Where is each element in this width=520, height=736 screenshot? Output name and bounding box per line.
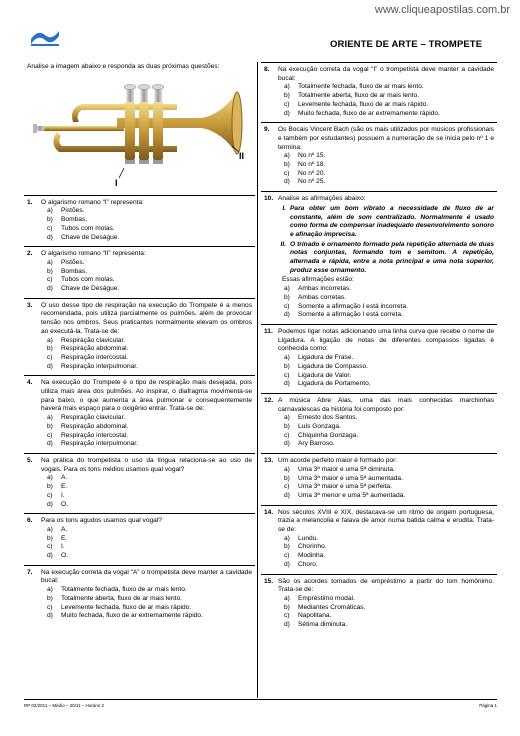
question-7 xyxy=(24,565,255,625)
question-number: 3. xyxy=(27,301,33,309)
question-5 xyxy=(24,453,255,513)
footer-divider xyxy=(24,699,497,700)
intro-block xyxy=(24,62,255,195)
option[interactable] xyxy=(284,535,494,544)
option-letter: c) xyxy=(47,224,53,232)
option[interactable] xyxy=(47,216,252,225)
question-text: Podemos ligar notas adicionando uma linha curva que recebe o nome de Ligadura. A ligação de notas de diferentes compassos ligadas é conhecida como: xyxy=(278,327,494,353)
option-letter: b) xyxy=(47,345,53,353)
publisher-logo xyxy=(30,27,60,47)
option[interactable] xyxy=(47,526,252,535)
option-text: Ambas incorretas. xyxy=(298,285,352,293)
option[interactable] xyxy=(47,543,252,552)
option-text: Respiração intercostal. xyxy=(61,353,129,361)
affirmation-text: O trinado é ornamento formado pela repetição alternada de duas notas conjuntas, formando tom e semitom. A repetição, alternada e rápida, entre a nota principal e uma nota superior, produz esse ornamento. xyxy=(290,240,494,274)
option-letter: c) xyxy=(47,431,53,439)
option-letter: d) xyxy=(284,311,290,319)
option[interactable] xyxy=(284,152,494,161)
option[interactable] xyxy=(284,543,494,552)
question-6 xyxy=(24,513,255,565)
option-letter: b) xyxy=(47,483,53,491)
site-url[interactable]: www.cliqueapostilas.com.br xyxy=(374,4,510,16)
option-letter: c) xyxy=(284,431,290,439)
option-letter: d) xyxy=(284,560,290,568)
option-letter: d) xyxy=(284,178,290,186)
option-text: Respiração intercostal. xyxy=(61,431,129,439)
footer-info: RP 02/2011 – Médio – 20/11 – Horário 2 xyxy=(24,703,105,708)
option[interactable] xyxy=(47,492,252,501)
option[interactable] xyxy=(284,604,494,613)
option-letter: d) xyxy=(284,491,290,499)
option-text: Pistões. xyxy=(61,258,85,266)
question-9 xyxy=(261,122,497,191)
affirmation-text: Para obter um bom vibrato a necessidade de fluxo de ar constante, além de som centralizado. Normalmente é usado como forma de compensar inadequado desenvolvimento sonoro e afinação imprecisa. xyxy=(290,204,494,238)
question-number: 6. xyxy=(27,517,33,525)
question-number: 13. xyxy=(264,457,274,465)
option-text: Bombas. xyxy=(61,267,88,275)
option[interactable] xyxy=(284,380,494,389)
option-text: Uma 3ª maior e uma 5ª diminuta. xyxy=(298,465,395,473)
option-text: Uma 3ª maior e uma 5ª aumentada. xyxy=(298,474,403,482)
option-letter: d) xyxy=(47,440,53,448)
option[interactable] xyxy=(47,268,252,277)
option-text: Ernesto dos Santos. xyxy=(298,414,358,422)
question-number: 2. xyxy=(27,250,33,258)
option-letter: b) xyxy=(47,422,53,430)
option[interactable] xyxy=(47,501,252,510)
option-text: Lundu. xyxy=(298,534,319,542)
trumpet-figure xyxy=(27,74,252,192)
question-number: 5. xyxy=(27,456,33,464)
option-letter: c) xyxy=(284,302,290,310)
question-15 xyxy=(261,574,497,634)
option[interactable] xyxy=(47,414,252,423)
question-2 xyxy=(24,246,255,298)
option-text: E. xyxy=(61,483,68,491)
option-text: Uma 3ª maior e uma 5ª perfeita. xyxy=(298,483,392,491)
roman-label-ii: II xyxy=(239,150,245,161)
option[interactable] xyxy=(284,552,494,561)
question-text: Analise as afirmações abaixo: xyxy=(278,195,366,203)
question-text: São os acordes tomados de empréstimo a partir do tom homônimo. Trata-se de: xyxy=(278,577,494,594)
option-text: O. xyxy=(61,500,68,508)
question-text: Os Bocais Vincent Bach (são os mais utilizados por músicos profissionais e também por estudantes) possuem a numeração de se inicia pelo nº 1 e termina: xyxy=(278,126,494,151)
option-letter: d) xyxy=(284,380,290,388)
option-text: Choro. xyxy=(298,560,318,568)
option-text: Sétima diminuta. xyxy=(298,621,348,629)
option[interactable] xyxy=(47,440,252,449)
option[interactable] xyxy=(284,294,494,303)
option[interactable] xyxy=(47,586,252,595)
option-letter: a) xyxy=(284,594,290,602)
question-number: 11. xyxy=(264,327,273,335)
option-text: Tubos com molas. xyxy=(61,276,115,284)
option[interactable] xyxy=(284,475,494,484)
question-text: Na prática do trompetista o uso da língua relaciona-se ao uso de vogais. Para os tons médios usamos qual vogal? xyxy=(41,456,252,473)
option-letter: c) xyxy=(284,483,290,491)
option[interactable] xyxy=(47,595,252,604)
option-letter: b) xyxy=(284,362,290,370)
option-letter: c) xyxy=(47,491,53,499)
option[interactable] xyxy=(47,354,252,363)
option-letter: d) xyxy=(284,621,290,629)
option-letter: a) xyxy=(47,336,53,344)
option[interactable] xyxy=(47,207,252,216)
question-number: 14. xyxy=(264,508,274,516)
option-text: Totalmente aberta, fluxo de ar mais lento. xyxy=(61,594,182,602)
option-text: Totalmente aberta, fluxo de ar mais lento. xyxy=(298,92,419,100)
option-letter: a) xyxy=(47,414,53,422)
option-letter: b) xyxy=(284,92,290,100)
question-3 xyxy=(24,298,255,376)
trumpet-image xyxy=(27,74,252,192)
question-number: 10. xyxy=(264,195,274,203)
option-letter: b) xyxy=(47,267,53,275)
affirmation-ii xyxy=(274,241,494,276)
option-text: Muito fechada, fluxo de ar extremamente rápido. xyxy=(61,612,203,620)
option-letter: b) xyxy=(284,161,290,169)
option-letter: c) xyxy=(47,276,53,284)
affirmation-i xyxy=(274,205,494,240)
option[interactable] xyxy=(284,354,494,363)
page-title: ORIENTE DE ARTE – TROMPETE xyxy=(330,39,483,50)
option[interactable] xyxy=(284,285,494,294)
option-text: Modinha. xyxy=(298,552,326,560)
intro-text: Analise a imagem abaixo e responda as duas próximas questões: xyxy=(27,63,220,70)
right-column xyxy=(261,62,497,634)
option-text: Totalmente fechada, fluxo de ar mais lento. xyxy=(298,83,424,91)
option-text: Respiração abdominal. xyxy=(61,345,129,353)
question-text: O algarismo romano “II” representa: xyxy=(41,250,146,258)
option[interactable] xyxy=(47,276,252,285)
question-text: Nos séculos XVIII e XIX, destacava-se um ritmo de origem portuguesa, trazia a melancolia e falava de amor numa batida calma e erudita. Trata-se de: xyxy=(278,508,494,534)
option[interactable] xyxy=(47,432,252,441)
option-text: Muito fechada, fluxo de ar extremamente rápido. xyxy=(298,109,440,117)
left-column xyxy=(24,62,255,625)
question-text: Na execução correta da vogal “I” o trompetista deve manter a cavidade bucal: xyxy=(278,66,494,82)
option[interactable] xyxy=(284,170,494,179)
question-number: 7. xyxy=(27,568,33,576)
option-letter: c) xyxy=(47,603,53,611)
option[interactable] xyxy=(47,612,252,621)
option-text: Somente a afirmação I está incorreta. xyxy=(298,302,408,310)
option[interactable] xyxy=(284,372,494,381)
option-text: Respiração interpulmonar. xyxy=(61,440,138,448)
option-letter: a) xyxy=(47,207,53,215)
option-letter: a) xyxy=(47,525,53,533)
option[interactable] xyxy=(284,83,494,92)
roman-label-i: I xyxy=(115,177,118,188)
option[interactable] xyxy=(284,311,494,320)
option-text: Bombas. xyxy=(61,216,88,224)
option[interactable] xyxy=(284,492,494,501)
option-letter: d) xyxy=(284,440,290,448)
option[interactable] xyxy=(284,363,494,372)
option[interactable] xyxy=(284,303,494,312)
option-text: Ambas corretas. xyxy=(298,293,347,301)
option[interactable] xyxy=(47,535,252,544)
option-text: Chiquinha Gonzaga. xyxy=(298,431,359,439)
option[interactable] xyxy=(284,101,494,110)
option[interactable] xyxy=(284,466,494,475)
option-letter: c) xyxy=(284,100,290,108)
option[interactable] xyxy=(47,552,252,561)
option[interactable] xyxy=(47,345,252,354)
option-letter: a) xyxy=(47,474,53,482)
option[interactable] xyxy=(47,604,252,613)
option[interactable] xyxy=(284,432,494,441)
option-letter: b) xyxy=(284,293,290,301)
option-letter: a) xyxy=(284,285,290,293)
question-text: Para os tons agudos usamos qual vogal? xyxy=(41,517,162,525)
option-letter: d) xyxy=(47,612,53,620)
option-letter: a) xyxy=(284,414,290,422)
question-number: 1. xyxy=(27,198,33,206)
question-4 xyxy=(24,375,255,453)
option-text: Mediantes Cromáticas. xyxy=(298,603,366,611)
affirmation-number: I. xyxy=(282,204,286,212)
option[interactable] xyxy=(47,337,252,346)
option-text: Pistões. xyxy=(61,207,85,215)
question-text: Na execução correta da vogal “A” o trompetista deve manter a cavidade bucal: xyxy=(41,568,252,585)
option-text: O. xyxy=(61,552,68,560)
option-text: Empréstimo modal. xyxy=(298,594,355,602)
option-text: Chorinho. xyxy=(298,543,327,551)
option[interactable] xyxy=(47,234,252,243)
option-text: Levemente fechada, fluxo de ar mais rápido. xyxy=(61,603,192,611)
question-text: Na execução do Trompete é o tipo de respiração mais desejada, pois utiliza mais área dos pulmões. Ao inspirar, o diafragma movimenta-se para baixo, o que aumenta a área pulmonar e consequentemente haverá mais espaço para o oxigênio entrar. Trata-se de: xyxy=(41,379,252,413)
question-8 xyxy=(261,62,497,122)
option-letter: d) xyxy=(47,500,53,508)
option[interactable] xyxy=(284,440,494,449)
option-text: No nº 25. xyxy=(298,178,326,186)
option-letter: a) xyxy=(284,354,290,362)
option[interactable] xyxy=(47,423,252,432)
option-text: Ligadura de Compasso. xyxy=(298,362,369,370)
question-number: 15. xyxy=(264,577,274,585)
question-10 xyxy=(261,191,497,324)
option[interactable] xyxy=(284,423,494,432)
question-text: O algarismo romano “I” representa: xyxy=(41,198,144,206)
option-letter: b) xyxy=(284,543,290,551)
option[interactable] xyxy=(284,612,494,621)
option-text: No nº 15. xyxy=(298,152,326,160)
option-text: Ligadura de Frase. xyxy=(298,354,354,362)
option-letter: a) xyxy=(284,83,290,91)
option-letter: c) xyxy=(284,612,290,620)
option-letter: b) xyxy=(284,423,290,431)
option[interactable] xyxy=(284,561,494,570)
option[interactable] xyxy=(284,161,494,170)
option-letter: d) xyxy=(47,552,53,560)
option-text: A. xyxy=(61,525,68,533)
option-letter: c) xyxy=(47,543,53,551)
option-text: No nº 18. xyxy=(298,161,326,169)
question-number: 8. xyxy=(264,66,270,73)
option-letter: a) xyxy=(284,465,290,473)
option-text: Chave de Deságue. xyxy=(61,285,120,293)
option-text: Respiração clavicular. xyxy=(61,336,126,344)
option-text: I. xyxy=(61,543,65,551)
question-text: A música Abre Alas, uma das mais conhecidas marchinhas carnavalescas da história foi composto por: xyxy=(278,396,494,413)
question-text: Um acorde perfeito maior é formado por: xyxy=(278,457,398,465)
option-text: Tubos com molas. xyxy=(61,224,115,232)
option-text: Luís Gonzaga. xyxy=(298,423,341,431)
question-14 xyxy=(261,505,497,574)
option-letter: d) xyxy=(284,109,290,117)
option-letter: d) xyxy=(47,233,53,241)
option-text: Totalmente fechada, fluxo de ar mais lento. xyxy=(61,586,187,594)
affirmation-prompt: Essas afirmações estão: xyxy=(282,276,354,284)
option[interactable] xyxy=(47,483,252,492)
question-number: 12. xyxy=(264,396,274,404)
column-divider xyxy=(257,62,258,698)
option-letter: b) xyxy=(284,474,290,482)
option-text: No nº 20. xyxy=(298,169,326,177)
option-text: I. xyxy=(61,491,65,499)
question-11 xyxy=(261,324,497,393)
option-letter: a) xyxy=(47,258,53,266)
option[interactable] xyxy=(284,595,494,604)
option-text: Uma 3ª menor e uma 5ª aumentada. xyxy=(298,491,406,499)
option[interactable] xyxy=(284,414,494,423)
question-13 xyxy=(261,453,497,505)
option-letter: c) xyxy=(47,353,53,361)
option-letter: a) xyxy=(284,152,290,160)
option[interactable] xyxy=(47,363,252,372)
option-text: Ligadura de Portamento. xyxy=(298,380,371,388)
option-text: Chave de Deságue. xyxy=(61,233,120,241)
option[interactable] xyxy=(284,110,494,119)
option-text: Levemente fechada, fluxo de ar mais rápido. xyxy=(298,100,429,108)
option-letter: b) xyxy=(47,594,53,602)
option[interactable] xyxy=(47,285,252,294)
page-number: Página 1 xyxy=(479,703,497,708)
option-letter: d) xyxy=(47,362,53,370)
option[interactable] xyxy=(47,474,252,483)
option-letter: c) xyxy=(284,371,290,379)
option-text: Napolitana. xyxy=(298,612,332,620)
option[interactable] xyxy=(284,178,494,187)
question-number: 4. xyxy=(27,379,33,387)
option[interactable] xyxy=(47,225,252,234)
option-text: Ary Barroso. xyxy=(298,440,335,448)
option-letter: b) xyxy=(47,534,53,542)
option-letter: a) xyxy=(47,586,53,594)
option[interactable] xyxy=(284,483,494,492)
option-text: A. xyxy=(61,474,68,482)
option-letter: c) xyxy=(284,169,290,177)
option[interactable] xyxy=(284,621,494,630)
option-text: Respiração interpulmonar. xyxy=(61,362,138,370)
option-text: Respiração clavicular. xyxy=(61,414,126,422)
option-letter: a) xyxy=(284,534,290,542)
option[interactable] xyxy=(47,259,252,268)
option-letter: b) xyxy=(284,603,290,611)
option-text: Somente a afirmação I está correta. xyxy=(298,311,403,319)
option-text: E. xyxy=(61,534,68,542)
question-12 xyxy=(261,393,497,453)
option-letter: b) xyxy=(47,216,53,224)
question-text: O uso desse tipo de respiração na execução do Trompete é a menos recomendada, pois utiliza parcialmente os pulmões, além de provocar tensão nos ombros. Seus praticantes normalmente elevam os ombros ao executá-la. Trata-se de: xyxy=(41,301,252,335)
option-letter: c) xyxy=(284,552,290,560)
option-text: Respiração abdominal. xyxy=(61,422,129,430)
option[interactable] xyxy=(284,92,494,101)
affirmation-number: II. xyxy=(280,240,286,248)
option-letter: d) xyxy=(47,285,53,293)
question-number: 9. xyxy=(264,126,270,134)
option-text: Ligadura de Valor. xyxy=(298,371,352,379)
question-1 xyxy=(24,195,255,247)
